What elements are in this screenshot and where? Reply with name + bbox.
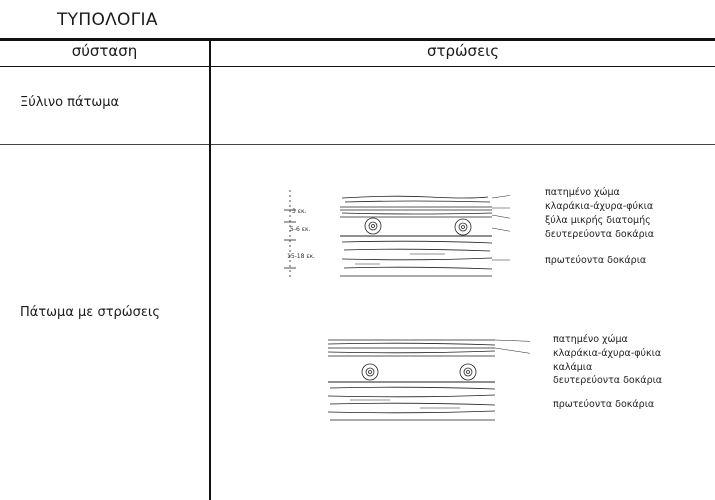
annotation: δευτερεύοντα δοκάρια bbox=[545, 229, 655, 240]
annotation: πρωτεύοντα δοκάρια bbox=[545, 255, 647, 266]
row-label-layered-floor: Πάτωμα με στρώσεις bbox=[20, 305, 160, 320]
annotation: κλαράκια-άχυρα-φύκια bbox=[553, 348, 662, 359]
annotation: πατημένο χώμα bbox=[553, 334, 628, 345]
layered-floor-sketch-top bbox=[270, 180, 510, 290]
dimension-label: 15-18 εκ. bbox=[287, 253, 316, 260]
column-divider bbox=[209, 38, 211, 500]
page-title: ΤΥΠΟΛΟΓΙΑ bbox=[57, 10, 158, 30]
annotation: δευτερεύοντα δοκάρια bbox=[553, 375, 663, 386]
column-header-layers: στρώσεις bbox=[426, 42, 500, 60]
annotation: ξύλα μικρής διατομής bbox=[545, 215, 651, 226]
annotation: κλαράκια-άχυρα-φύκια bbox=[545, 201, 654, 212]
row-label-wooden-floor: Ξύλινο πάτωμα bbox=[20, 95, 120, 110]
header-rule bbox=[0, 66, 715, 67]
annotation: πρωτεύοντα δοκάρια bbox=[553, 399, 655, 410]
dimension-label: 5-6 εκ. bbox=[290, 226, 311, 233]
annotation: καλάμια bbox=[553, 362, 593, 373]
annotation: πατημένο χώμα bbox=[545, 187, 620, 198]
column-header-composition: σύσταση bbox=[71, 42, 138, 60]
dimension-label: 3 εκ. bbox=[292, 208, 307, 215]
table-top-rule bbox=[0, 38, 715, 41]
row-divider bbox=[0, 144, 715, 145]
layered-floor-sketch-bottom bbox=[310, 330, 530, 440]
